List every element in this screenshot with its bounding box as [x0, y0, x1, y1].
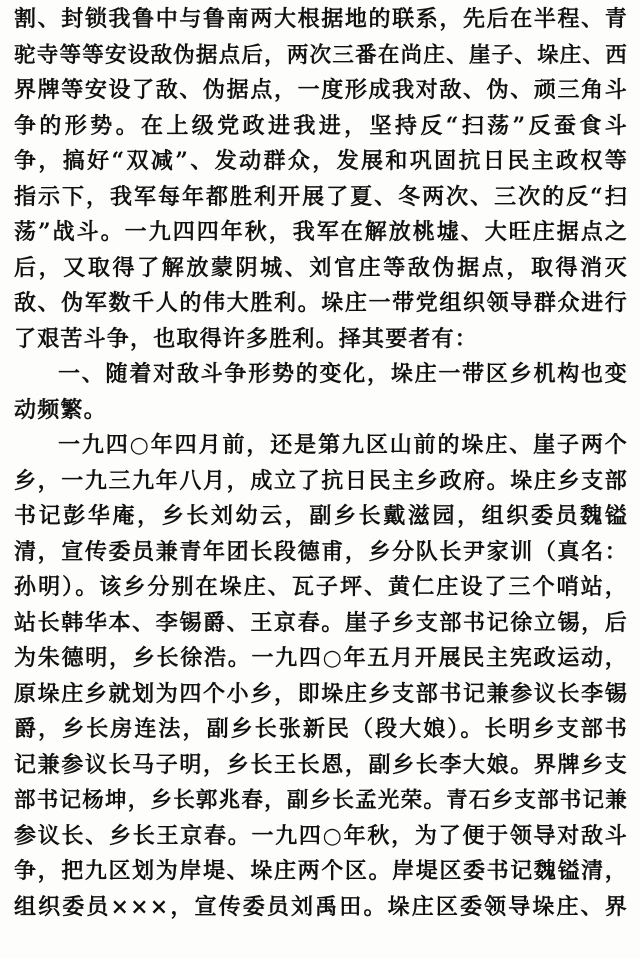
- text-line: 敌、伪军数千人的伟大胜利。垛庄一带党组织领导群众进行: [14, 290, 628, 316]
- text-line: 部书记杨坤，乡长郭兆春，副乡长孟光荣。青石乡支部书记兼: [14, 788, 628, 813]
- text-line: 为朱德明，乡长徐浩。一九四○年五月开展民主宪政运动，: [14, 645, 628, 671]
- section-heading-line: 一、随着对敌斗争形势的变化，垛庄一带区乡机构也变: [58, 361, 628, 387]
- text-line: 原垛庄乡就划为四个小乡，即垛庄乡支部书记兼参议长李锡: [14, 680, 628, 707]
- text-line: 指示下，我军每年都胜利开展了夏、冬两次、三次的反“扫: [14, 183, 628, 210]
- text-line: 清，宣传委员兼青年团长段德甫，乡分队长尹家训（真名：: [14, 538, 628, 565]
- text-line: 乡，一九三九年八月，成立了抗日民主乡政府。垛庄乡支部: [14, 467, 628, 494]
- text-line: 驼寺等等安设敌伪据点后，两次三番在尚庄、崖子、垛庄、西: [14, 42, 628, 68]
- body-text: [14, 2, 628, 925]
- text-line: 一九四○年四月前，还是第九区山前的垛庄、崖子两个: [58, 432, 628, 458]
- text-line: 书记彭华庵，乡长刘幼云，副乡长戴滋园，组织委员魏镒: [14, 503, 628, 529]
- text-line: 争，搞好“双减”、发动群众，发展和巩固抗日民主政权等: [14, 148, 628, 174]
- text-line: 后，又取得了解放蒙阴城、刘官庄等敌伪据点，取得消灭: [14, 254, 628, 281]
- text-line: 了艰苦斗争，也取得许多胜利。择其要者有：: [14, 325, 479, 352]
- text-line: 界牌等安设了敌、伪据点，一度形成我对敌、伪、顽三角斗: [14, 77, 628, 103]
- text-line: 争的形势。在上级党政进我进，坚持反“扫荡”反蚕食斗: [14, 112, 628, 139]
- text-line: 站长韩华本、李锡爵、王京春。崖子乡支部书记徐立锡，后: [14, 609, 628, 636]
- text-line: 记兼参议长马子明，乡长王长恩，副乡长李大娘。界牌乡支: [14, 751, 628, 778]
- text-line: 争，把九区划为岸堤、垛庄两个区。岸堤区委书记魏镒清，: [14, 858, 628, 884]
- text-line: 荡”战斗。一九四四年秋，我军在解放桃墟、大旺庄据点之: [14, 219, 628, 245]
- text-line: 孙明）。该乡分别在垛庄、瓦子坪、黄仁庄设了三个哨站，: [14, 574, 628, 600]
- text-line: 割、封锁我鲁中与鲁南两大根据地的联系，先后在半程、青: [14, 6, 628, 32]
- text-line: 组织委员×××，宣传委员刘禹田。垛庄区委领导垛庄、界: [14, 893, 628, 920]
- text-line: 爵，乡长房连法，副乡长张新民（段大娘）。长明乡支部书: [14, 716, 628, 742]
- text-line: 参议长、乡长王京春。一九四○年秋，为了便于领导对敌斗: [14, 822, 628, 849]
- section-heading-line: 动频繁。: [14, 396, 107, 423]
